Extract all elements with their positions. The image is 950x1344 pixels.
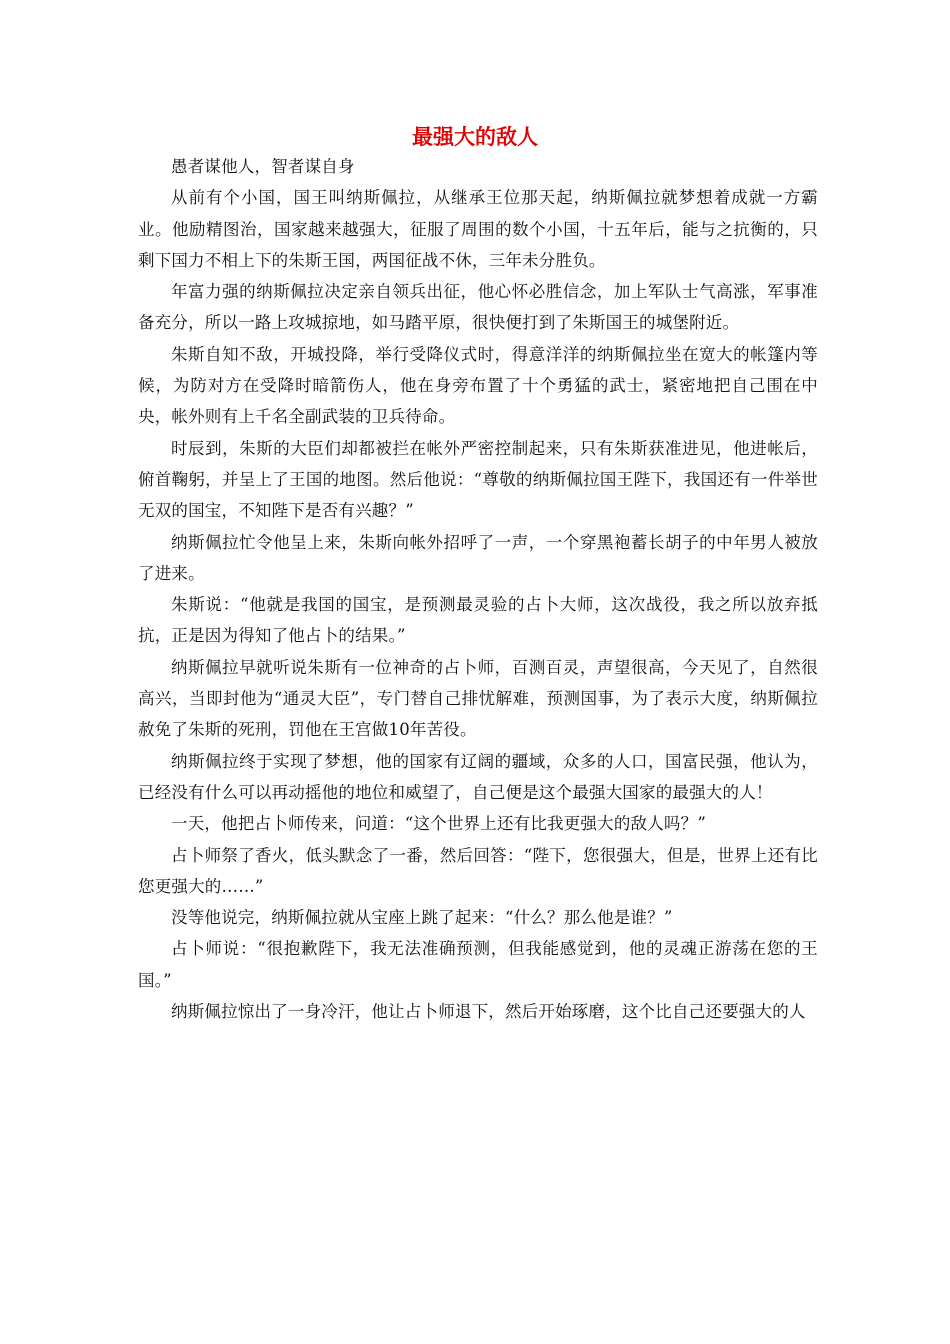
paragraph: 纳斯佩拉终于实现了梦想，他的国家有辽阔的疆域，众多的人口，国富民强，他认为，已经没有什么可以再动摇他的地位和威望了，自己便是这个最强大国家的最强大的人！ <box>138 751 818 802</box>
paragraph: 年富力强的纳斯佩拉决定亲自领兵出征，他心怀必胜信念，加上军队士气高涨，军事准备充分，所以一路上攻城掠地，如马踏平原，很快便打到了朱斯国王的城堡附近。 <box>138 282 818 333</box>
paragraph: 朱斯说：“他就是我国的国宝，是预测最灵验的占卜大师，这次战役，我之所以放弃抵抗，正是因为得知了他占卜的结果。” <box>138 595 818 646</box>
paragraph: 没等他说完，纳斯佩拉就从宝座上跳了起来：“什么？那么他是谁？” <box>171 908 673 928</box>
article-body <box>138 151 818 1027</box>
paragraph: 纳斯佩拉忙令他呈上来，朱斯向帐外招呼了一声，一个穿黑袍蓄长胡子的中年男人被放了进来。 <box>138 532 818 583</box>
paragraph: 占卜师说：“很抱歉陛下，我无法准确预测，但我能感觉到，他的灵魂正游荡在您的王国。” <box>138 939 818 990</box>
page-title: 最强大的敌人 <box>412 124 538 149</box>
paragraph: 纳斯佩拉惊出了一身冷汗，他让占卜师退下，然后开始琢磨，这个比自己还要强大的人 <box>171 1002 806 1022</box>
paragraph: 从前有个小国，国王叫纳斯佩拉，从继承王位那天起，纳斯佩拉就梦想着成就一方霸业。他励精图治，国家越来越强大，征服了周围的数个小国，十五年后，能与之抗衡的，只剩下国力不相上下的朱斯王国，两国征战不休，三年未分胜负。 <box>138 188 818 270</box>
paragraph: 占卜师祭了香火，低头默念了一番，然后回答：“陛下，您很强大，但是，世界上还有比您更强大的……” <box>138 845 818 896</box>
epigraph: 愚者谋他人，智者谋自身 <box>171 157 355 176</box>
paragraph: 时辰到，朱斯的大臣们却都被拦在帐外严密控制起来，只有朱斯获准进见，他进帐后，俯首鞠躬，并呈上了王国的地图。然后他说：“尊敬的纳斯佩拉国王陛下，我国还有一件举世无双的国宝，不知陛下是否有兴趣？” <box>138 438 818 521</box>
paragraph: 朱斯自知不敌，开城投降，举行受降仪式时，得意洋洋的纳斯佩拉坐在宽大的帐篷内等候，为防对方在受降时暗箭伤人，他在身旁布置了十个勇猛的武士，紧密地把自己围在中央，帐外则有上千名全副武装的卫兵待命。 <box>138 344 818 427</box>
paragraph: 一天，他把占卜师传来，问道：“这个世界上还有比我更强大的敌人吗？” <box>171 814 706 834</box>
paragraph: 纳斯佩拉早就听说朱斯有一位神奇的占卜师，百测百灵，声望很高，今天见了，自然很高兴，当即封他为“通灵大臣”，专门替自己排忧解难，预测国事，为了表示大度，纳斯佩拉赦免了朱斯的死刑，罚他在王宫做10年苦役。 <box>138 657 818 740</box>
